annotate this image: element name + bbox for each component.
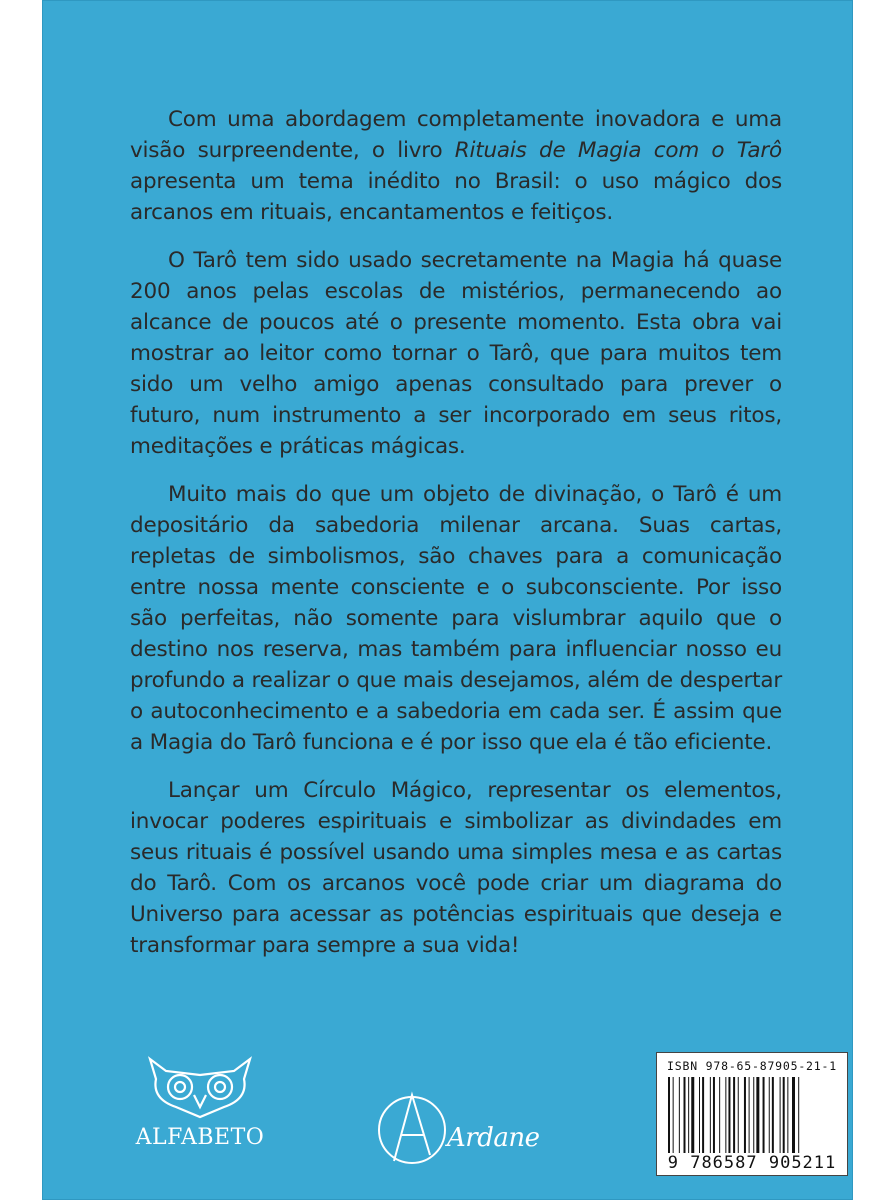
alfabeto-name: ALFABETO — [135, 1125, 265, 1150]
arcane-logo-icon — [372, 1085, 452, 1175]
barcode-bar — [769, 1077, 770, 1153]
isbn-digits: 9 786587 905211 — [667, 1153, 837, 1173]
blurb-paragraph-3: Muito mais do que um objeto de divinação, o Tarô é um depositário da sabedoria milenar arcana. Suas cartas, repletas de simbolismos, são chaves para a comunicação entre nossa mente consciente e o subconsciente. Por isso são perfeitas, não somente para vislumbrar aquilo que o destino nos reserva, mas também para influenciar nosso eu profundo a realizar o que mais desejamos, além de despertar o autoconhecimento e a sabedoria em cada ser. É assim que a Magia do Tarô funciona e é por isso que ela é tão eficiente. — [130, 482, 782, 755]
barcode-bar — [783, 1077, 785, 1153]
barcode-bar — [792, 1077, 795, 1153]
barcode-bar — [673, 1077, 674, 1153]
barcode-bars — [668, 1077, 836, 1153]
barcode-bar — [728, 1077, 730, 1153]
barcode-bar — [719, 1077, 720, 1153]
barcode-bar — [798, 1077, 799, 1153]
owl-logo-icon — [144, 1055, 256, 1125]
book-title: Rituais de Magia com o Tarô — [454, 138, 782, 163]
barcode-bar — [710, 1077, 711, 1153]
barcode-bar — [725, 1077, 726, 1153]
barcode-bar — [787, 1077, 788, 1153]
barcode-bar — [772, 1077, 774, 1153]
arcane-logo — [372, 1085, 540, 1175]
barcode-bar — [753, 1077, 754, 1153]
barcode-bar — [688, 1077, 689, 1153]
barcode-bar — [691, 1077, 694, 1153]
barcode-bar — [679, 1077, 680, 1153]
back-cover — [42, 0, 853, 1200]
blurb-paragraph-2: O Tarô tem sido usado secretamente na Magia há quase 200 anos pelas escolas de mistérios, permanecendo ao alcance de poucos até o presente momento. Esta obra vai mostrar ao leitor como tornar o Tarô, que para muitos tem sido um velho amigo apenas consultado para prever o futuro, num instrumento a ser incorporado em seus ritos, meditações e práticas mágicas. — [130, 248, 782, 459]
barcode-bar — [733, 1077, 735, 1153]
barcode-bar — [668, 1077, 670, 1153]
back-cover-blurb — [130, 104, 782, 978]
arcane-name: Ardane — [447, 1123, 540, 1153]
barcode-bar — [749, 1077, 750, 1153]
blurb-paragraph-4: Lançar um Círculo Mágico, representar os elementos, invocar poderes espirituais e simbolizar as divindades em seus rituais é possível usando uma simples mesa e as cartas do Tarô. Com os arcanos você pode criar um diagrama do Universo para acessar as potências espirituais que deseja e transformar para sempre a sua vida! — [130, 778, 782, 958]
barcode-bar — [699, 1077, 700, 1153]
barcode-bar — [763, 1077, 765, 1153]
barcode-bar — [684, 1077, 686, 1153]
barcode-bar — [756, 1077, 759, 1153]
blurb-paragraph-1: Com uma abordagem completamente inovadora e uma visão surpreendente, o livro Rituais de Magia com o Tarô apresenta um tema inédito no Brasil: o uso mágico dos arcanos em rituais, encantamentos e feitiços. — [130, 107, 782, 225]
barcode-bar — [713, 1077, 715, 1153]
isbn-label: ISBN 978-65-87905-21-1 — [667, 1059, 837, 1073]
barcode-bar — [780, 1077, 781, 1153]
isbn-barcode — [656, 1052, 848, 1176]
barcode-bar — [702, 1077, 704, 1153]
barcode-bar — [744, 1077, 746, 1153]
alfabeto-logo — [120, 1055, 280, 1185]
barcode-bar — [738, 1077, 739, 1153]
